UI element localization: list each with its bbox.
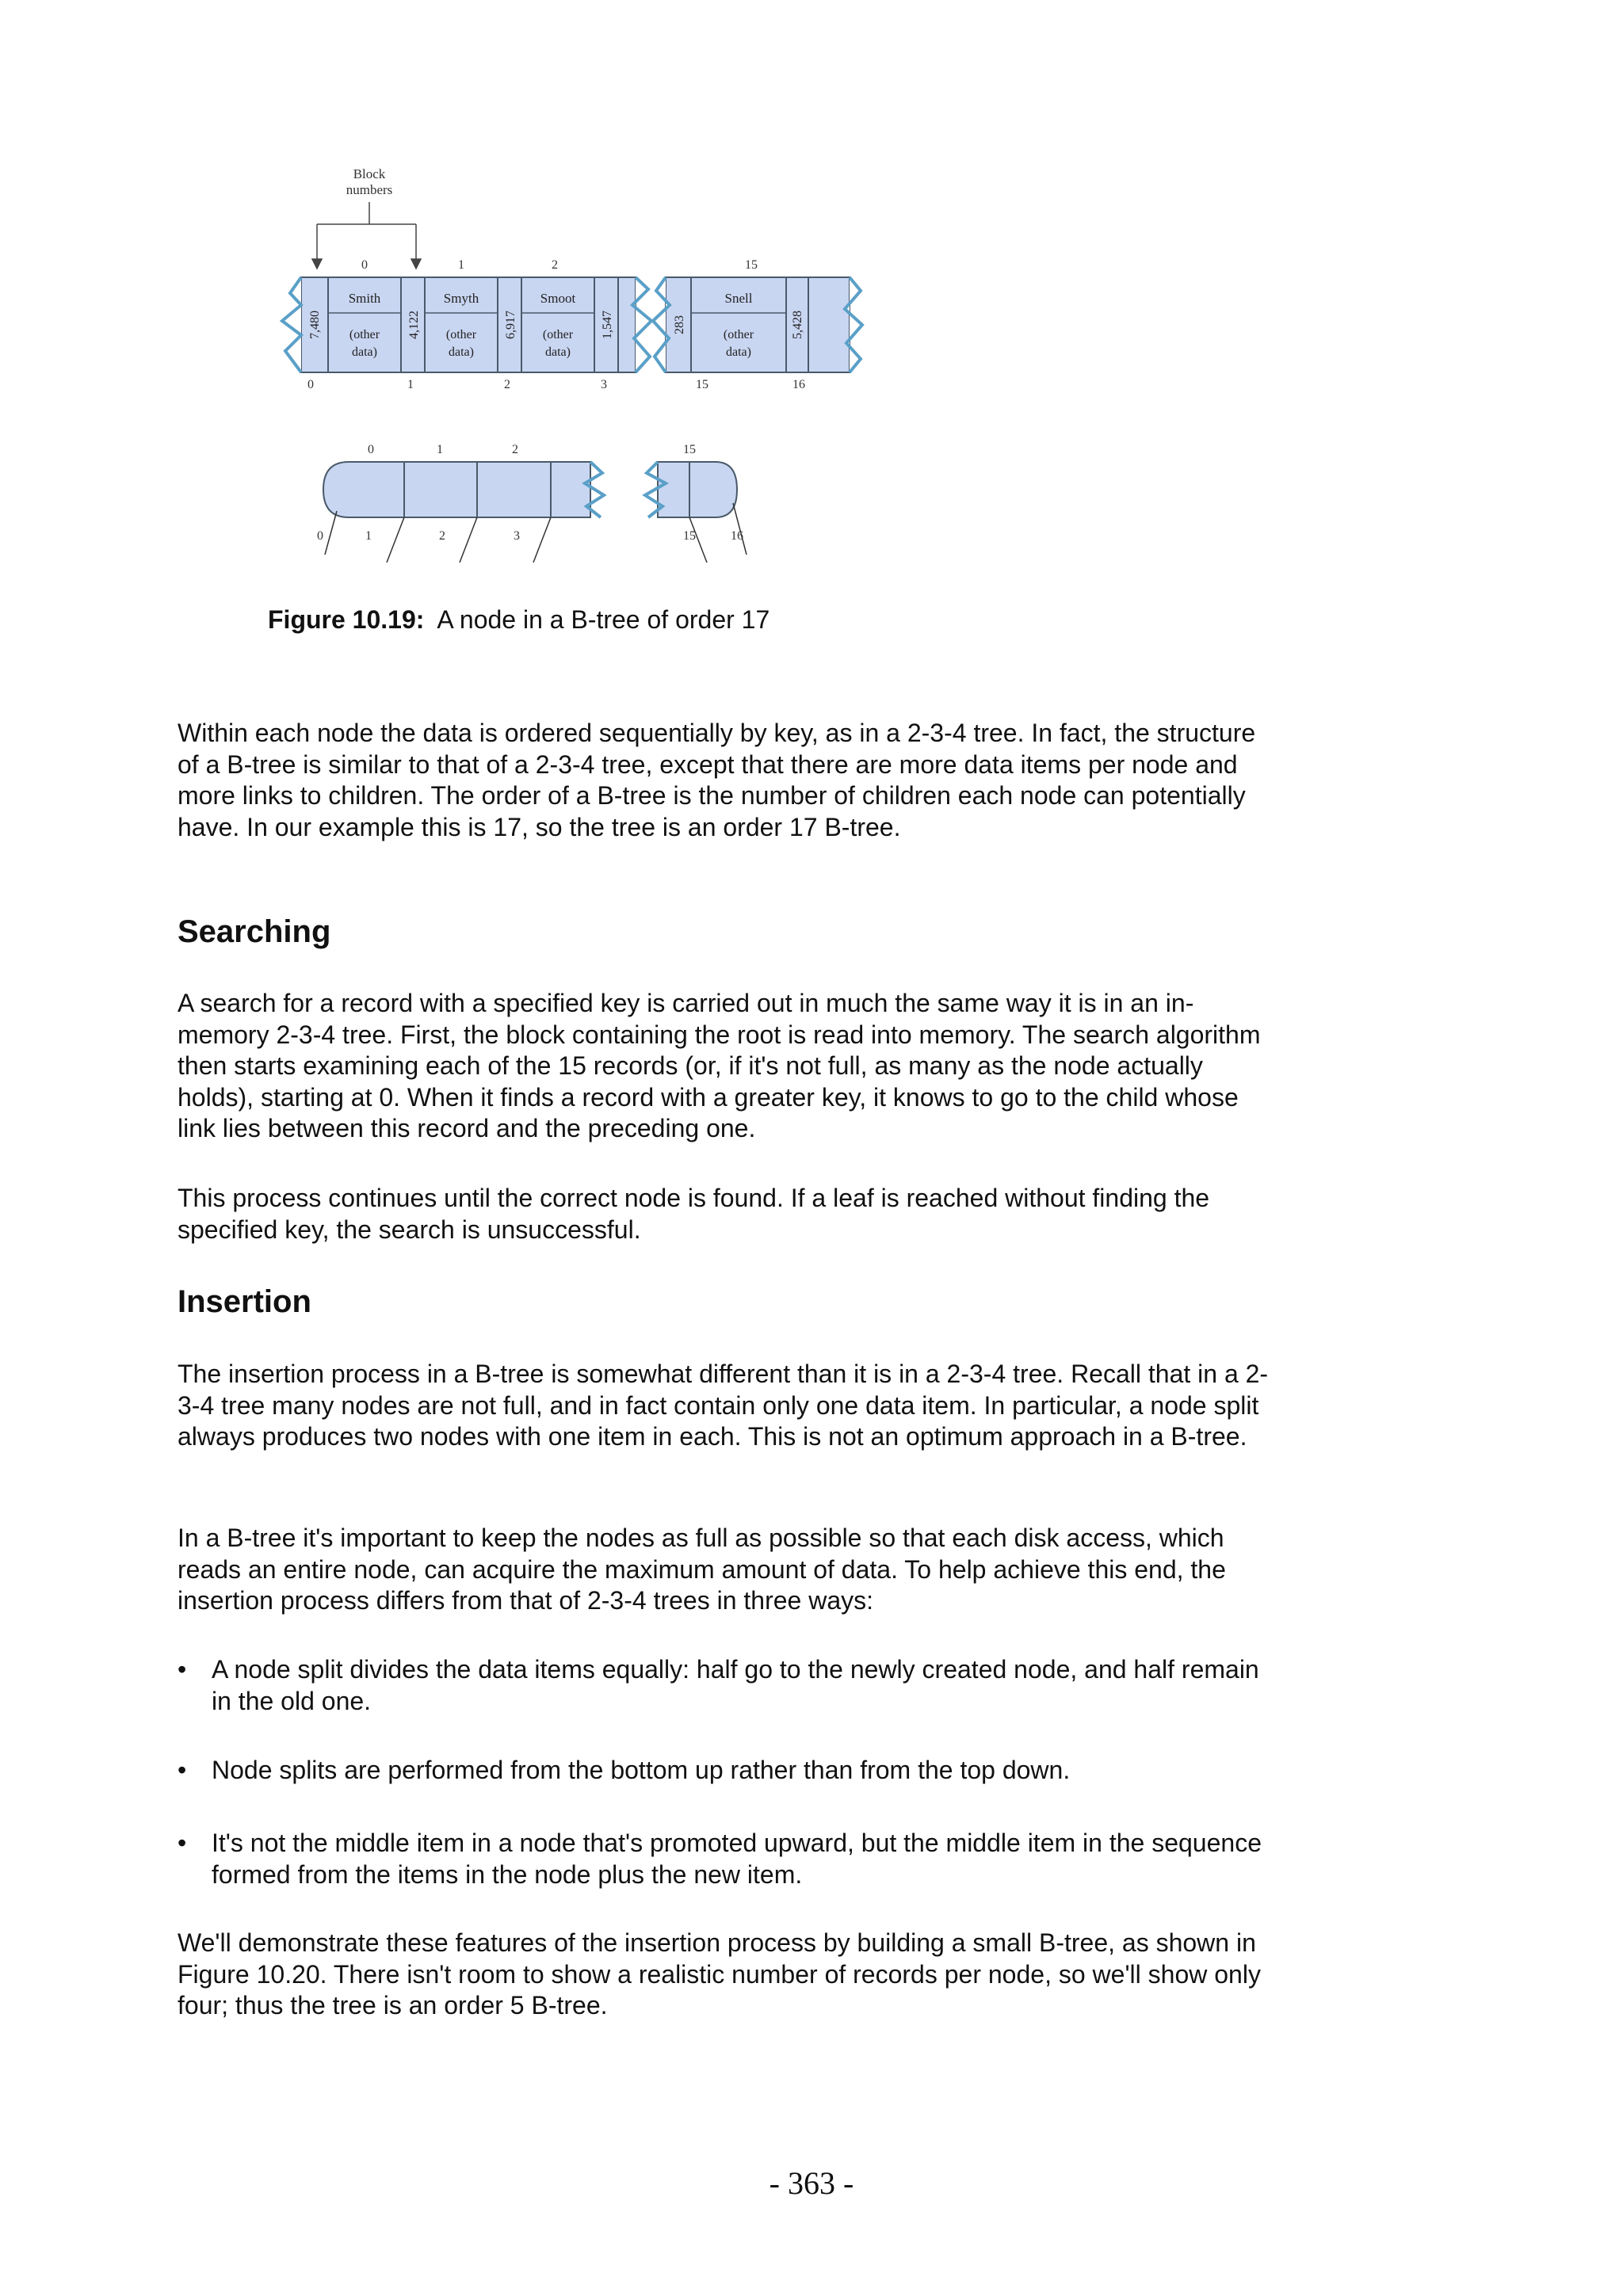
record-name: Smoot bbox=[540, 291, 576, 306]
record-other-data: data) bbox=[545, 345, 571, 359]
top-number: 15 bbox=[745, 258, 758, 272]
heading-insertion: Insertion bbox=[178, 1284, 311, 1319]
figure-caption bbox=[268, 604, 769, 635]
schematic-child-number: 0 bbox=[317, 529, 323, 543]
bullet-marker: • bbox=[178, 1756, 187, 1784]
paragraph-search-procedure: A search for a record with a specified key is carried out in much the same way it is in an in-memory 2-3-4 tree. First, the block containing the root is read into memory. The search algorithm then starts examining each of the 15 records (or, if it's not full, as many as the node actually holds), starting at 0. When it finds a record with a greater key, it knows to go to the child whose link lies between this record and the preceding one. bbox=[178, 989, 1261, 1142]
top-number: 2 bbox=[552, 258, 558, 272]
paragraph-demonstration: We'll demonstrate these features of the insertion process by building a small B-tree, as shown in Figure 10.20. There isn't room to show a realistic number of records per node, so we'll show only four; thus the tree is an order 5 B-tree. bbox=[178, 1928, 1261, 2019]
schematic-child-number: 2 bbox=[439, 529, 445, 543]
record-other-data: data) bbox=[449, 345, 474, 359]
figure-caption-text: A node in a B-tree of order 17 bbox=[437, 605, 770, 634]
schematic-top-number: 15 bbox=[683, 443, 696, 456]
bullet-marker: • bbox=[178, 1829, 187, 1857]
top-number: 0 bbox=[361, 258, 368, 272]
schematic-child-number: 16 bbox=[731, 529, 743, 543]
block-numbers-label-line1: Block bbox=[353, 166, 386, 181]
link-block-number: 1,547 bbox=[601, 311, 614, 339]
page-number: - 363 - bbox=[769, 2165, 854, 2201]
schematic-child-number: 3 bbox=[514, 529, 520, 543]
schematic-top-number: 0 bbox=[368, 443, 374, 456]
record-other-data: (other bbox=[723, 328, 754, 341]
schematic-node bbox=[323, 462, 747, 563]
b-tree-node-figure bbox=[262, 162, 872, 574]
record-other-data: (other bbox=[349, 328, 380, 341]
schematic-child-number: 15 bbox=[683, 529, 696, 543]
record-other-data: data) bbox=[352, 345, 377, 359]
bottom-number: 15 bbox=[696, 378, 708, 391]
link-block-number: 6,917 bbox=[504, 311, 517, 339]
bottom-number: 2 bbox=[504, 378, 510, 391]
bottom-number: 16 bbox=[792, 378, 805, 391]
bullet-marker: • bbox=[178, 1655, 187, 1684]
record-other-data: (other bbox=[445, 328, 477, 341]
paragraph-search-end: This process continues until the correct node is found. If a leaf is reached without finding the specified key, the search is unsuccessful. bbox=[178, 1184, 1210, 1244]
schematic-top-number: 2 bbox=[512, 443, 518, 456]
top-number: 1 bbox=[458, 258, 464, 272]
schematic-top-number: 1 bbox=[437, 443, 443, 456]
block-numbers-label-line2: numbers bbox=[346, 182, 393, 197]
bottom-number: 1 bbox=[407, 378, 414, 391]
list-item-text: A node split divides the data items equally: half go to the newly created node, and half remain in the old one. bbox=[212, 1655, 1259, 1715]
list-item-text: Node splits are performed from the bottom up rather than from the top down. bbox=[212, 1756, 1071, 1784]
bottom-number: 0 bbox=[307, 378, 314, 391]
paragraph-insertion-intro: The insertion process in a B-tree is somewhat different than it is in a 2-3-4 tree. Recall that in a 2-3-4 tree many nodes are not full, and in fact contain only one data item. In particular, a node split always produces two nodes with one item in each. This is not an optimum approach in a B-tree. bbox=[178, 1360, 1269, 1451]
paragraph-insertion-goal: In a B-tree it's important to keep the nodes as full as possible so that each disk access, which reads an entire node, can acquire the maximum amount of data. To help achieve this end, the insertion process differs from that of 2-3-4 trees in three ways: bbox=[178, 1524, 1226, 1615]
figure-svg bbox=[262, 162, 872, 574]
link-block-number: 5,428 bbox=[791, 311, 804, 339]
record-name: Smith bbox=[348, 291, 381, 306]
link-block-number: 7,480 bbox=[308, 311, 322, 339]
record-name: Snell bbox=[724, 291, 753, 306]
record-name: Smyth bbox=[443, 291, 479, 306]
schematic-child-number: 1 bbox=[365, 529, 372, 543]
link-block-number: 283 bbox=[673, 315, 686, 334]
list-item-text: It's not the middle item in a node that's promoted upward, but the middle item in the sequence formed from the items in the node plus the new item. bbox=[212, 1829, 1262, 1889]
figure-caption-label: Figure 10.19: bbox=[268, 605, 425, 634]
record-other-data: data) bbox=[726, 345, 751, 359]
paragraph-node-ordering: Within each node the data is ordered sequentially by key, as in a 2-3-4 tree. In fact, the structure of a B-tree is similar to that of a 2-3-4 tree, except that there are more data items per node and more links to children. The order of a B-tree is the number of children each node can potentially have. In our example this is 17, so the tree is an order 17 B-tree. bbox=[178, 719, 1256, 841]
link-block-number: 4,122 bbox=[407, 311, 421, 339]
bottom-number: 3 bbox=[601, 378, 607, 391]
record-other-data: (other bbox=[542, 328, 574, 341]
heading-searching: Searching bbox=[178, 914, 331, 949]
